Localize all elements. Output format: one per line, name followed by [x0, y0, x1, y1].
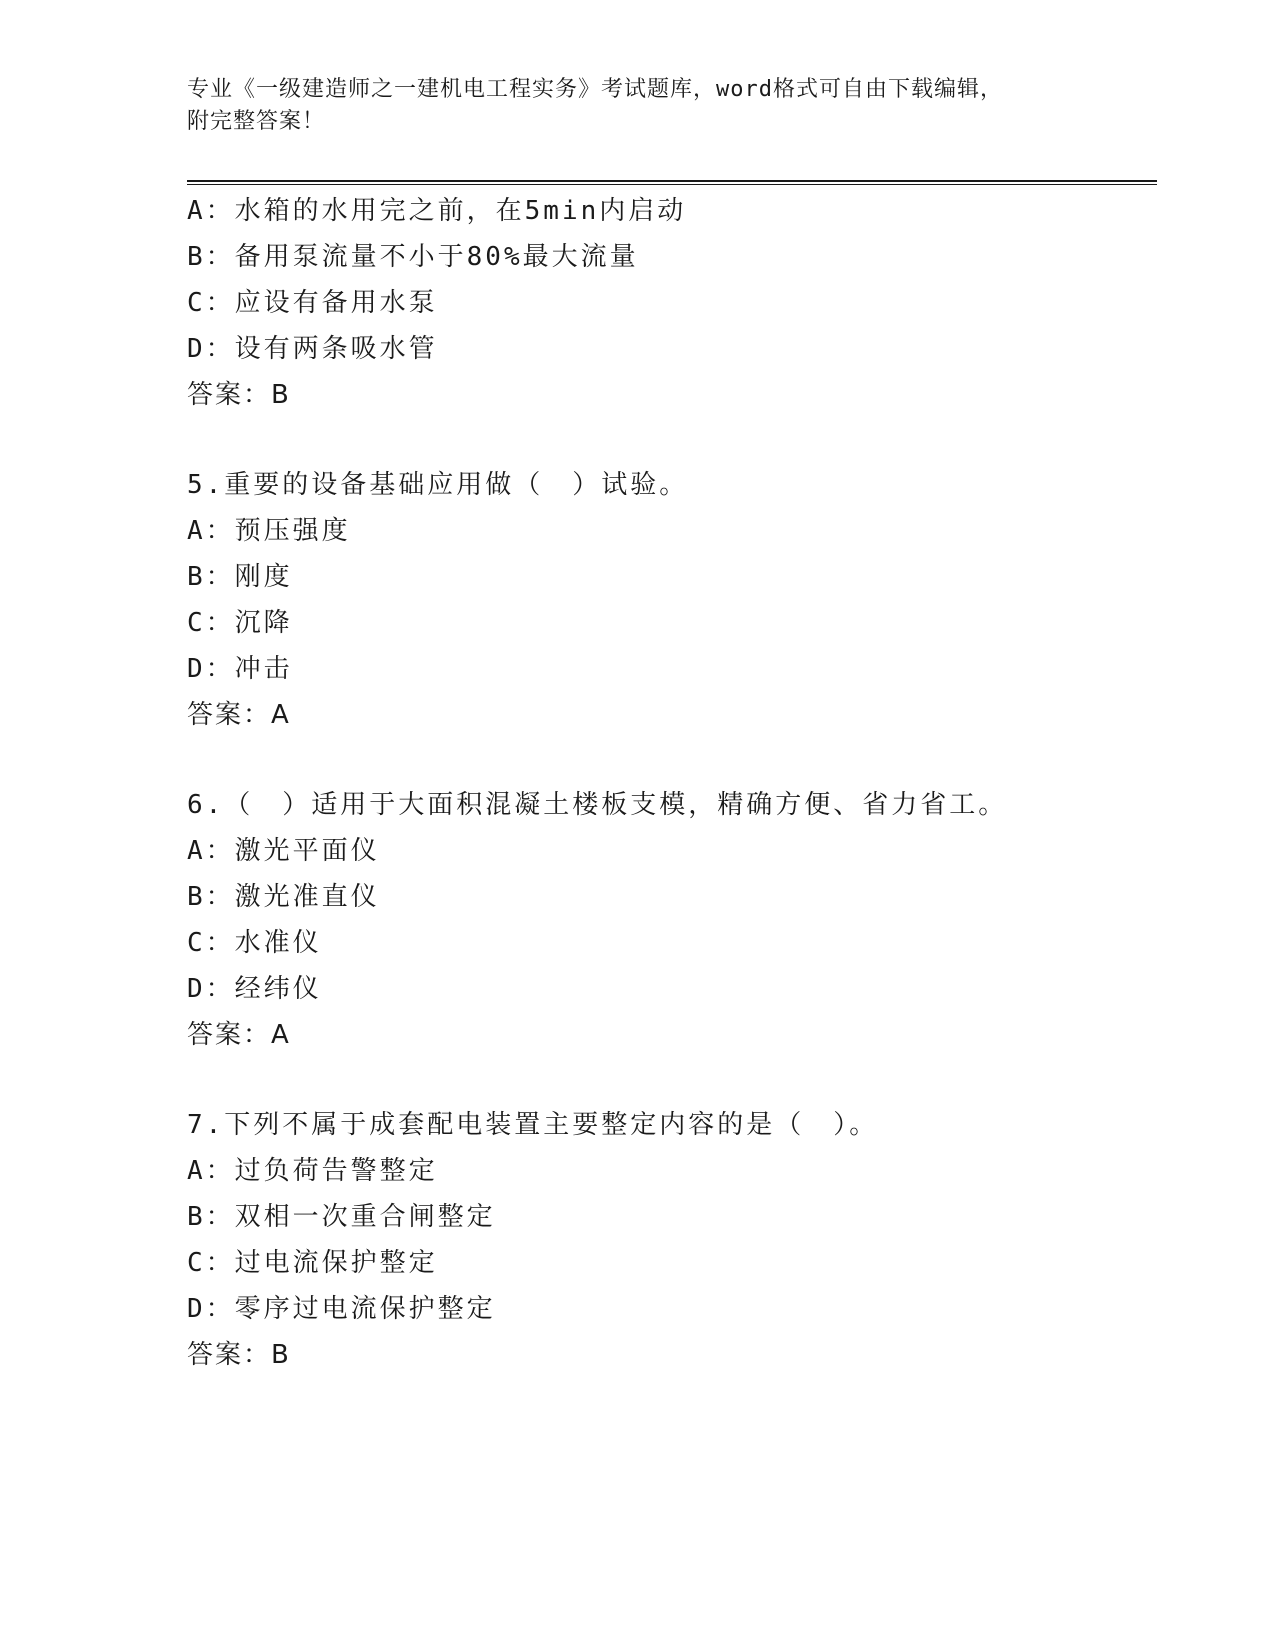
option-text: 刚度	[234, 562, 293, 592]
spacer	[187, 418, 1157, 462]
option-a	[187, 828, 1157, 874]
option-key: D：	[187, 974, 235, 1004]
option-d	[187, 1286, 1157, 1332]
option-d	[187, 326, 1157, 372]
option-text: 过负荷告警整定	[234, 1156, 438, 1186]
option-key: A：	[187, 836, 235, 866]
question-stem: 6.（ ）适用于大面积混凝土楼板支模，精确方便、省力省工。	[187, 790, 1008, 820]
question-continued	[187, 188, 1157, 418]
option-key: A：	[187, 1156, 235, 1186]
option-key: B：	[187, 242, 235, 272]
option-b	[187, 234, 1157, 280]
option-key: D：	[187, 334, 235, 364]
question-5	[187, 462, 1157, 738]
option-key: D：	[187, 1294, 235, 1324]
answer: 答案：A	[187, 1020, 291, 1050]
option-key: C：	[187, 608, 235, 638]
header-line-1: 专业《一级建造师之一建机电工程实务》考试题库，word格式可自由下载编辑，	[187, 77, 1003, 102]
header-divider	[187, 180, 1157, 185]
document-header	[187, 74, 1087, 138]
option-a	[187, 188, 1157, 234]
option-text: 水准仪	[234, 928, 322, 958]
option-key: C：	[187, 928, 235, 958]
spacer	[187, 1058, 1157, 1102]
option-text: 双相一次重合闸整定	[234, 1202, 496, 1232]
option-key: C：	[187, 1248, 235, 1278]
option-c	[187, 920, 1157, 966]
option-key: B：	[187, 562, 235, 592]
option-text: 激光准直仪	[234, 882, 380, 912]
option-key: D：	[187, 654, 235, 684]
option-key: A：	[187, 196, 235, 226]
option-text: 激光平面仪	[234, 836, 380, 866]
answer: 答案：A	[187, 700, 291, 730]
option-b	[187, 554, 1157, 600]
option-c	[187, 600, 1157, 646]
answer: 答案：B	[187, 1340, 291, 1370]
option-text: 沉降	[234, 608, 293, 638]
option-a	[187, 1148, 1157, 1194]
option-key: C：	[187, 288, 235, 318]
option-text: 应设有备用水泵	[234, 288, 438, 318]
option-key: B：	[187, 882, 235, 912]
answer: 答案：B	[187, 380, 291, 410]
option-text: 冲击	[234, 654, 293, 684]
option-key: B：	[187, 1202, 235, 1232]
option-d	[187, 646, 1157, 692]
option-a	[187, 508, 1157, 554]
option-b	[187, 1194, 1157, 1240]
option-c	[187, 1240, 1157, 1286]
question-list	[187, 188, 1157, 1378]
option-text: 过电流保护整定	[234, 1248, 438, 1278]
option-c	[187, 280, 1157, 326]
question-6	[187, 782, 1157, 1058]
option-text: 预压强度	[234, 516, 351, 546]
option-text: 水箱的水用完之前，在5min内启动	[234, 196, 687, 226]
option-text: 经纬仪	[234, 974, 322, 1004]
option-text: 备用泵流量不小于80%最大流量	[234, 242, 639, 272]
question-7	[187, 1102, 1157, 1378]
option-text: 设有两条吸水管	[234, 334, 438, 364]
header-line-2: 附完整答案！	[187, 109, 326, 134]
question-stem: 7.下列不属于成套配电装置主要整定内容的是（ ）。	[187, 1110, 879, 1140]
option-text: 零序过电流保护整定	[234, 1294, 496, 1324]
option-b	[187, 874, 1157, 920]
option-key: A：	[187, 516, 235, 546]
spacer	[187, 738, 1157, 782]
question-stem: 5.重要的设备基础应用做（ ）试验。	[187, 470, 689, 500]
option-d	[187, 966, 1157, 1012]
